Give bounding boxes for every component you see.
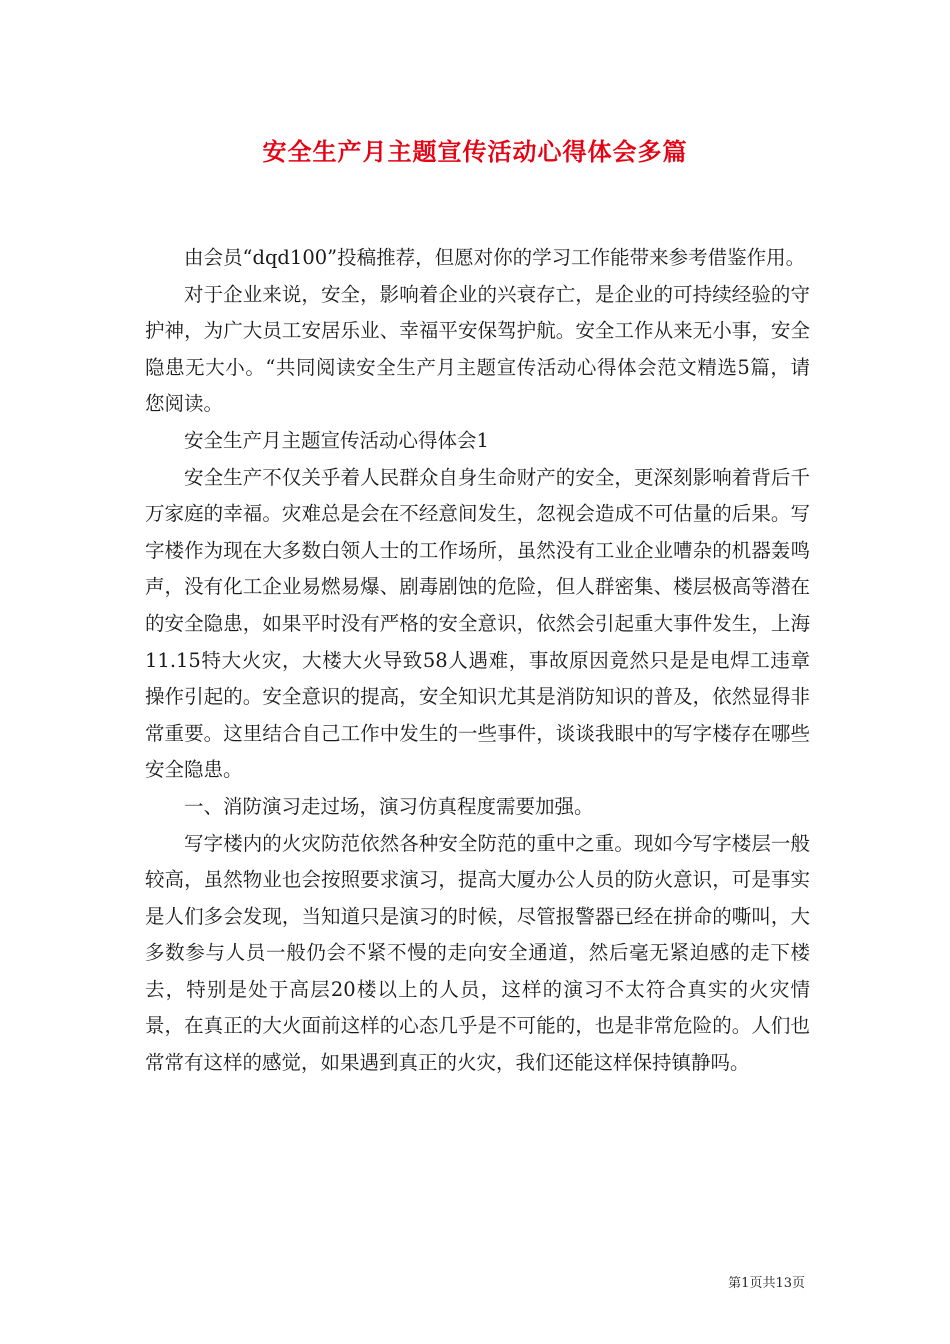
document-body — [145, 240, 810, 1082]
page-number: 第1页共13页 — [728, 1276, 805, 1291]
section-heading: 安全生产月主题宣传活动心得体会1 — [184, 428, 489, 452]
summary-paragraph: 对于企业来说，安全，影响着企业的兴衰存亡，是企业的可持续经验的守护神，为广大员工安居乐业、幸福平安保驾护航。安全工作从来无小事，安全隐患无大小。“共同阅读安全生产月主题宣传活动心得体会范文精选5篇，请您阅读。 — [145, 282, 810, 416]
body-paragraph: 写字楼内的火灾防范依然各种安全防范的重中之重。现如今写字楼层一般较高，虽然物业也会按照要求演习，提高大厦办公人员的防火意识，可是事实是人们多会发现，当知道只是演习的时候，尽管报警器已经在拼命的嘶叫，大多数参与人员一般仍会不紧不慢的走向安全通道，然后毫无紧迫感的走下楼去，特别是处于高层20楼以上的人员，这样的演习不太符合真实的火灾情景，在真正的大火面前这样的心态几乎是不可能的，也是非常危险的。人们也常常有这样的感觉，如果遇到真正的火灾，我们还能这样保持镇静吗。 — [145, 831, 810, 1075]
intro-paragraph: 由会员“dqd100”投稿推荐，但愿对你的学习工作能带来参考借鉴作用。 — [184, 246, 806, 269]
body-paragraph: 安全生产不仅关乎着人民群众自身生命财产的安全，更深刻影响着背后千万家庭的幸福。灾难总是会在不经意间发生，忽视会造成不可估量的后果。写字楼作为现在大多数白领人士的工作场所，虽然没有工业企业嘈杂的机器轰鸣声，没有化工企业易燃易爆、剧毒剧蚀的危险，但人群密集、楼层极高等潜在的安全隐患，如果平时没有严格的安全意识，依然会引起重大事件发生，上海11.15特大火灾，大楼大火导致58人遇难，事故原因竟然只是是电焊工违章操作引起的。安全意识的提高，安全知识尤其是消防知识的普及，依然显得非常重要。这里结合自己工作中发生的一些事件，谈谈我眼中的写字楼存在哪些安全隐患。 — [145, 465, 810, 782]
page-title: 安全生产月主题宣传活动心得体会多篇 — [262, 137, 688, 166]
subsection-heading: 一、消防演习走过场，演习仿真程度需要加强。 — [184, 794, 594, 818]
